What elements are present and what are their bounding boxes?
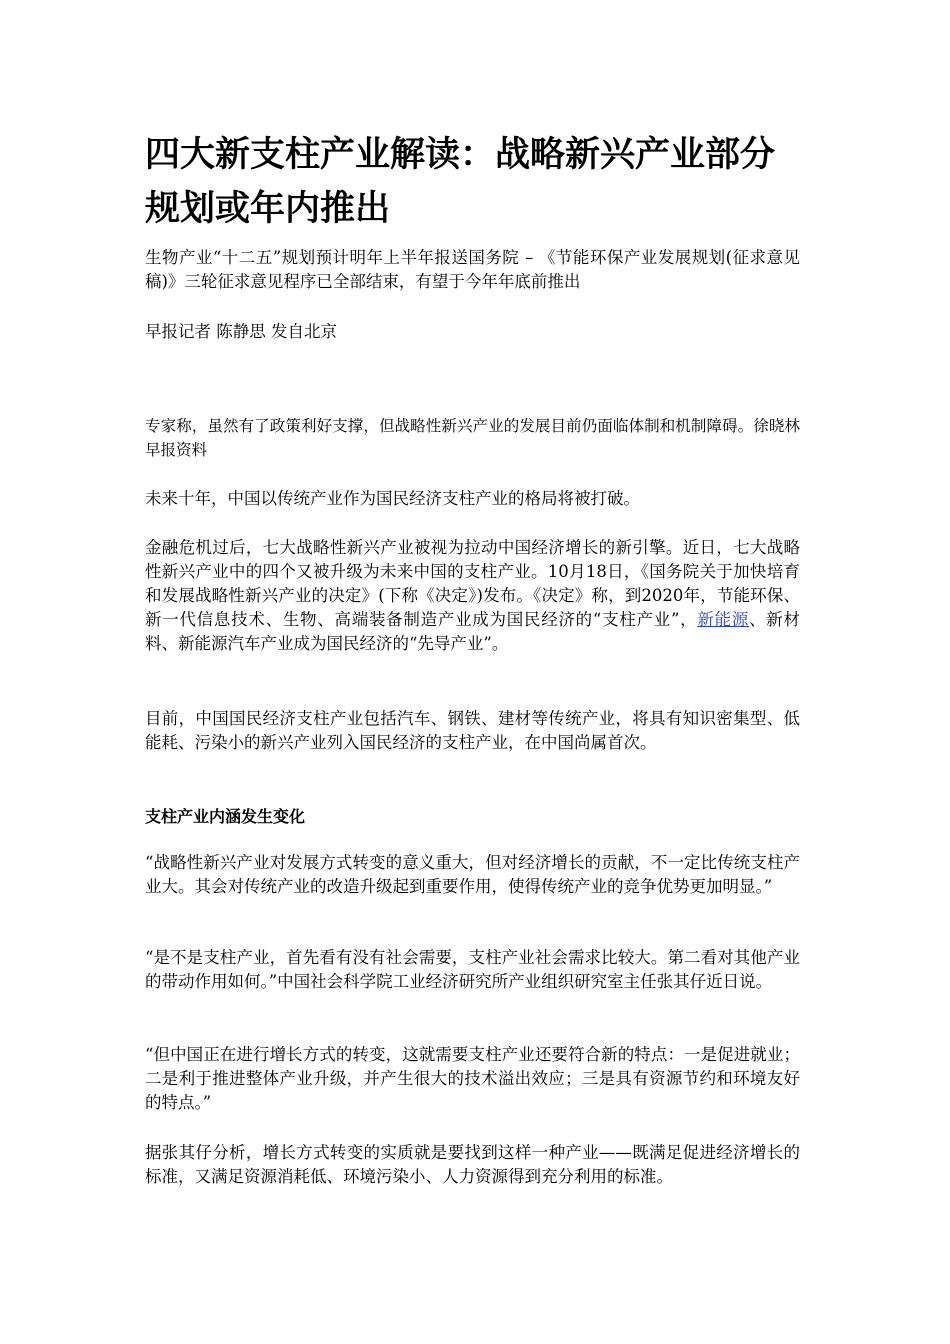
byline: 早报记者 陈静思 发自北京	[145, 322, 337, 341]
paragraph-5: “是不是支柱产业，首先看有没有社会需要，支柱产业社会需求比较大。第二看对其他产业的带动作用如何。”中国社会科学院工业经济研究所产业组织研究室主任张其仔近日说。	[145, 948, 800, 991]
paragraph-3: 目前，中国国民经济支柱产业包括汽车、钢铁、建材等传统产业，将具有知识密集型、低能耗、污染小的新兴产业列入国民经济的支柱产业，在中国尚属首次。	[145, 709, 800, 752]
new-energy-link[interactable]: 新能源	[697, 610, 750, 629]
paragraph-7: 据张其仔分析，增长方式转变的实质就是要找到这样一种产业——既满足促进经济增长的标准，又满足资源消耗低、环境污染小、人力资源得到充分利用的标准。	[145, 1143, 800, 1186]
paragraph-2	[145, 536, 800, 656]
paragraph-2-text-b: 、新材料、新能源汽车产业成为国民经济的“先导产业”。	[145, 610, 801, 653]
article-subtitle: 生物产业“十二五”规划预计明年上半年报送国务院 – 《节能环保产业发展规划(征求意见稿)》三轮征求意见程序已全部结束，有望于今年年底前推出	[145, 248, 800, 291]
paragraph-4: “战略性新兴产业对发展方式转变的意义重大，但对经济增长的贡献，不一定比传统支柱产业大。其会对传统产业的改造升级起到重要作用，使得传统产业的竞争优势更加明显。”	[145, 853, 800, 896]
paragraph-6: “但中国正在进行增长方式的转变，这就需要支柱产业还要符合新的特点：一是促进就业；二是利于推进整体产业升级，并产生很大的技术溢出效应；三是具有资源节约和环境友好的特点。”	[145, 1045, 800, 1112]
paragraph-1: 未来十年，中国以传统产业作为国民经济支柱产业的格局将被打破。	[145, 489, 640, 508]
article-title: 四大新支柱产业解读：战略新兴产业部分规划或年内推出	[145, 135, 776, 229]
paragraph-2-text-a: 金融危机过后，七大战略性新兴产业被视为拉动中国经济增长的新引擎。近日，七大战略性新兴产业中的四个又被升级为未来中国的支柱产业。10月18日，《国务院关于加快培育和发展战略性新兴产业的决定》(下称《决定》)发布。《决定》称，到2020年，节能环保、新一代信息技术、生物、高端装备制造产业成为国民经济的“支柱产业”，	[145, 538, 800, 629]
photo-caption: 专家称，虽然有了政策利好支撑，但战略性新兴产业的发展目前仍面临体制和机制障碍。徐晓林 早报资料	[145, 417, 800, 459]
section-heading: 支柱产业内涵发生变化	[145, 807, 306, 826]
